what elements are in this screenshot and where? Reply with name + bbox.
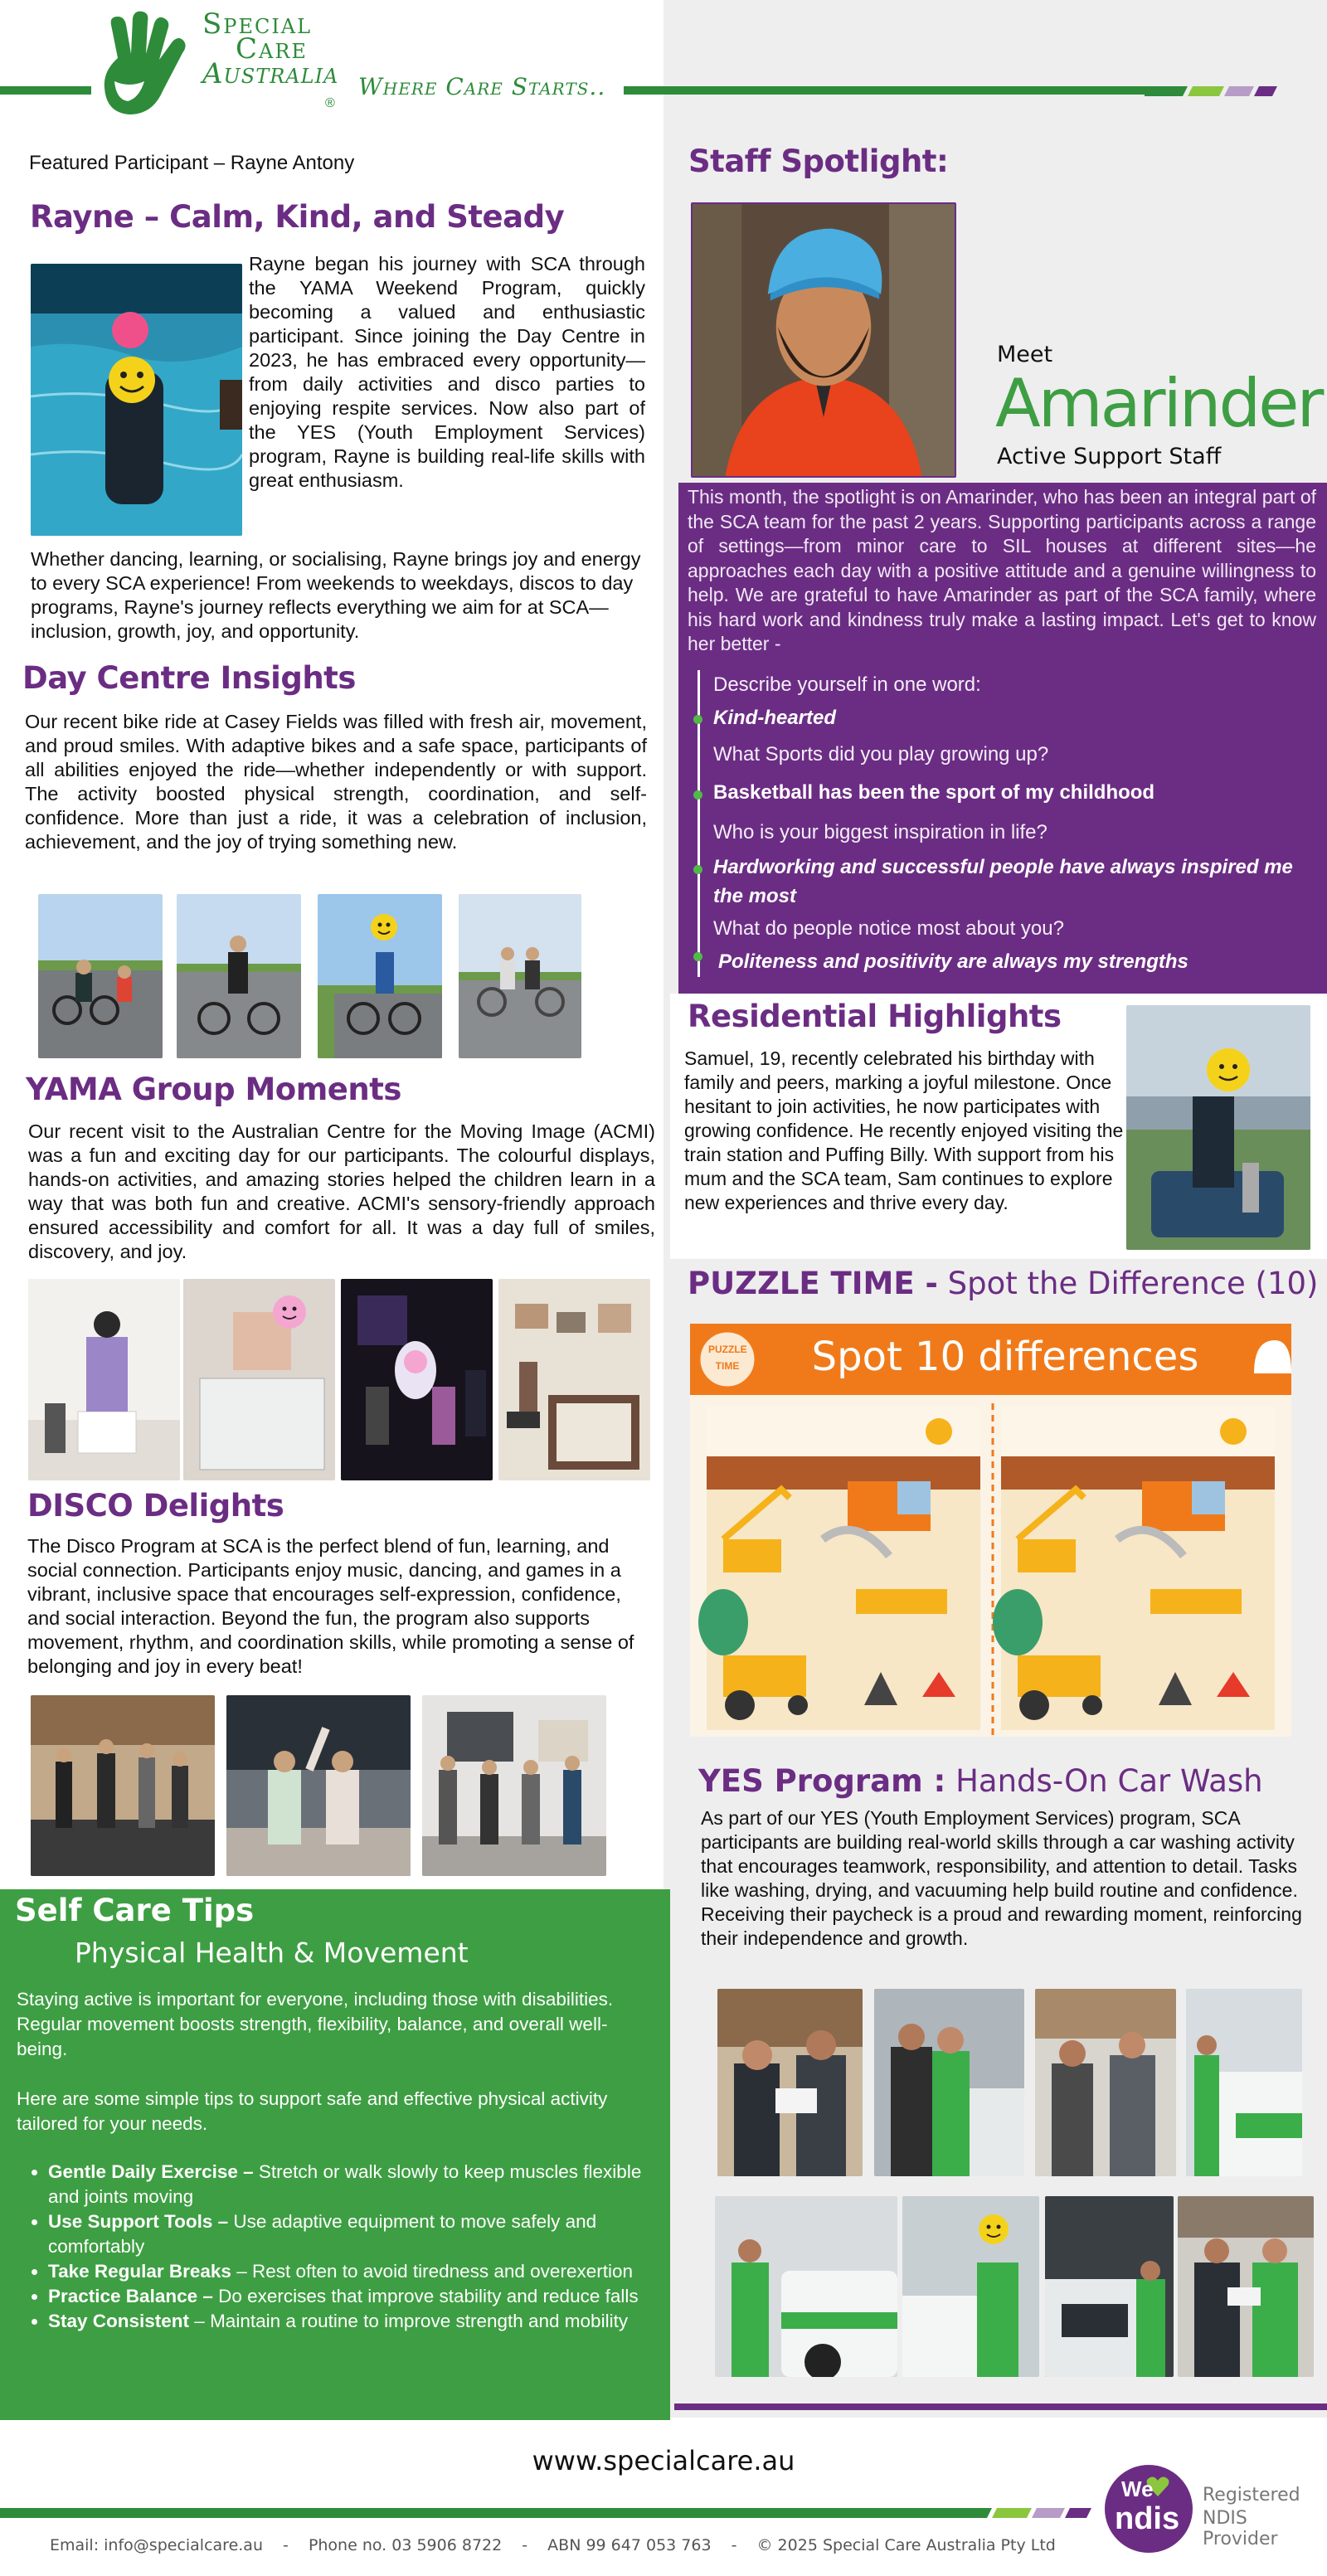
- featured-title: Rayne – Calm, Kind, and Steady: [30, 199, 565, 235]
- acmi-photo-4: [498, 1279, 650, 1480]
- spotlight-heading: Staff Spotlight:: [688, 143, 949, 179]
- qa-dot-1: [693, 715, 702, 724]
- footer-stripes: [945, 2505, 1111, 2521]
- day-centre-text: Our recent bike ride at Casey Fields was filled with fresh air, movement, and proud smiles. With adaptive bikes and a safe space, participants of all abilities enjoyed the ride—whether independently or with support. The activity boosted physical strength, coordination, and self-confidence. More than just a ride, it was a celebration of inclusion, achievement, and the joy of trying something new.: [25, 711, 647, 853]
- disco-photo-2: [226, 1695, 411, 1876]
- tip-item: • Use Support Tools – Use adaptive equipment to move safely and comfortably: [48, 2209, 647, 2259]
- qa-answer-2: Basketball has been the sport of my childhood: [713, 781, 1155, 804]
- residential-title: Residential Highlights: [688, 999, 1062, 1034]
- yes-photo-5: [715, 2196, 897, 2377]
- yes-photo-7: [1045, 2196, 1174, 2377]
- puzzle-banner-text: Spot 10 differences: [811, 1334, 1199, 1380]
- qa-question-3: Who is your biggest inspiration in life?: [713, 821, 1048, 843]
- day-centre-title: Day Centre Insights: [22, 660, 356, 696]
- footer-phone[interactable]: Phone no. 03 5906 8722: [308, 2536, 503, 2554]
- tip-item: • Stay Consistent – Maintain a routine to improve strength and mobility: [48, 2309, 647, 2334]
- yes-title: [698, 1763, 1263, 1799]
- featured-para2: Whether dancing, learning, or socialising, Rayne brings joy and energy to every SCA experience! From weekends to weekdays, discos to day programs, Rayne's journey reflects everything we aim for at SCA—inclusion, growth, joy, and opportunity.: [31, 548, 641, 642]
- logo-line3: Australia: [202, 57, 339, 90]
- logo-text: [202, 7, 352, 90]
- disco-text: The Disco Program at SCA is the perfect blend of fun, learning, and social connection. Participants enjoy music, dancing, and games in a vibrant, inclusive space that encourages self-expression, confidence, and social interaction. Beyond the fun, the program also supports movement, rhythm, and coordination skills, while promoting a sense of belonging and joy in every beat!: [27, 1535, 634, 1677]
- footer-sep-1: -: [283, 2536, 289, 2554]
- bike-photo-2: [177, 894, 301, 1058]
- yes-photo-1: [717, 1989, 863, 2176]
- featured-label: Featured Participant – Rayne Antony: [29, 152, 355, 174]
- rayne-photo: [31, 264, 242, 536]
- disco-photo-1: [31, 1695, 215, 1876]
- hand-logo-icon: [93, 8, 197, 124]
- yama-title: YAMA Group Moments: [26, 1072, 401, 1107]
- registered-line2: NDIS Provider: [1203, 2508, 1278, 2549]
- ndis-we: We: [1121, 2476, 1154, 2501]
- spotlight-intro: This month, the spotlight is on Amarinder, who has been an integral part of the SCA team for the past 2 years. Supporting participants across a range of settings—from minor care to SIL houses at different sites—he approaches each day with a positive attitude and a genuine willingness to help. We are grateful to have Amarinder as part of the SCA family, where his hard work and kindness truly make a lasting impact. Let's get to know her better -: [688, 486, 1316, 654]
- self-care-box: [0, 1889, 670, 2420]
- yes-photo-6: [902, 2196, 1039, 2377]
- yes-photo-8: [1178, 2196, 1314, 2377]
- logo-line2: Care: [236, 32, 308, 66]
- qa-answer-3: Hardworking and successful people have always inspired me the most: [713, 856, 1293, 907]
- disco-title: DISCO Delights: [27, 1488, 284, 1524]
- footer-sep-2: -: [522, 2536, 528, 2554]
- footer-email[interactable]: Email: info@specialcare.au: [50, 2536, 263, 2554]
- qa-dot-4: [693, 952, 702, 961]
- footer-green-line: [0, 2508, 954, 2518]
- yes-photo-3: [1035, 1989, 1176, 2176]
- residential-text: Samuel, 19, recently celebrated his birthday with family and peers, marking a joyful milestone. Once hesitant to join activities, he now participates with growing confidence. He recently enjoyed visiting the train station and Puffing Billy. With support from his mum and the SCA team, Sam continues to explore new experiences and thrive every day.: [684, 1047, 1124, 1213]
- registered-mark: ®: [325, 96, 335, 110]
- disco-photo-3: [422, 1695, 606, 1876]
- header-stripes: [1145, 83, 1286, 100]
- bike-photo-3: [318, 894, 442, 1058]
- qa-answer-4: Politeness and positivity are always my strengths: [718, 950, 1188, 973]
- yes-text: As part of our YES (Youth Employment Services) program, SCA participants are building real-world skills through a car washing activity that encourages teamwork, responsibility, and attention to detail. Tasks like washing, drying, and vacuuming help build routine and confidence. Receiving their paycheck is a proud and rewarding moment, reinforcing their independence and growth.: [701, 1807, 1302, 1949]
- acmi-photo-2: [183, 1279, 335, 1480]
- qa-question-4: What do people notice most about you?: [713, 917, 1064, 940]
- puzzle-badge-line1: PUZZLE: [708, 1344, 747, 1355]
- tip-item: • Gentle Daily Exercise – Stretch or walk slowly to keep muscles flexible and joints moving: [48, 2160, 647, 2209]
- puzzle-badge-line2: TIME: [715, 1360, 740, 1372]
- qa-dot-3: [693, 865, 702, 874]
- qa-answer-1: Kind-hearted: [713, 707, 837, 729]
- logo-line1: Special: [202, 7, 313, 41]
- puzzle-image: [690, 1324, 1291, 1737]
- yes-photo-4: [1186, 1989, 1302, 2176]
- puzzle-title: [688, 1266, 1318, 1301]
- featured-para1: Rayne began his journey with SCA through the YAMA Weekend Program, quickly becoming a valued and enthusiastic participant. Since joining the Day Centre in 2023, he has embraced every opportunity—from daily activities and disco parties to enjoying respite services. Now also part of the YES (Youth Employment Services) program, Rayne is building real-life skills with great enthusiasm.: [249, 253, 645, 491]
- self-care-intro1: Staying active is important for everyone, including those with disabilities. Regular movement boosts strength, flexibility, balance, and overall well-being.: [17, 1989, 614, 2059]
- tip-item: • Take Regular Breaks – Rest often to avoid tiredness and overexertion: [48, 2259, 647, 2284]
- right-purple-divider: [674, 2403, 1327, 2410]
- acmi-photo-1: [28, 1279, 180, 1480]
- qa-question-1: Describe yourself in one word:: [713, 673, 981, 696]
- yes-photo-2: [874, 1989, 1024, 2176]
- self-care-title: Self Care Tips: [15, 1893, 255, 1928]
- puzzle-panel-left: [698, 1407, 980, 1730]
- bike-photo-1: [38, 894, 163, 1058]
- ndis-word: ndis: [1115, 2501, 1180, 2536]
- puzzle-title-bold: PUZZLE TIME -: [688, 1266, 938, 1301]
- registered-line1: Registered: [1203, 2485, 1300, 2506]
- bike-photo-4: [459, 894, 581, 1058]
- self-care-subtitle: Physical Health & Movement: [75, 1937, 469, 1969]
- yama-text: Our recent visit to the Australian Centre for the Moving Image (ACMI) was a fun and exciting day for our participants. The colourful displays, hands-on activities, and amazing stories helped the children learn in a way that was both fun and creative. ACMI's sensory-friendly approach ensured accessibility and comfort for all. It was a day full of smiles, discovery, and joy.: [28, 1120, 655, 1262]
- meet-label: Meet: [997, 342, 1053, 367]
- footer-copyright: © 2025 Special Care Australia Pty Ltd: [756, 2536, 1056, 2554]
- samuel-photo: [1126, 1005, 1310, 1250]
- footer-website[interactable]: www.specialcare.au: [532, 2445, 795, 2476]
- tagline: Where Care Starts..: [358, 73, 606, 100]
- self-care-intro2: Here are some simple tips to support safe and effective physical activity tailored for your needs.: [17, 2088, 608, 2134]
- yes-title-bold: YES Program :: [698, 1763, 946, 1799]
- header-green-line-left: [0, 86, 91, 95]
- footer-abn: ABN 99 647 053 763: [547, 2536, 712, 2554]
- role-label: Active Support Staff: [997, 444, 1222, 469]
- header-green-line-right: [624, 86, 1154, 95]
- ndis-logo: [1105, 2465, 1193, 2553]
- qa-dot-2: [693, 790, 702, 800]
- footer-contact: [50, 2536, 1056, 2554]
- tip-item: • Practice Balance – Do exercises that improve stability and reduce falls: [48, 2284, 647, 2309]
- qa-question-2: What Sports did you play growing up?: [713, 743, 1049, 766]
- amarinder-name: Amarinder: [995, 365, 1322, 442]
- yes-title-rest: Hands-On Car Wash: [945, 1763, 1263, 1799]
- acmi-photo-3: [341, 1279, 493, 1480]
- amarinder-photo: [691, 202, 956, 478]
- footer-sep-3: -: [731, 2536, 737, 2554]
- puzzle-title-rest: Spot the Difference (10): [937, 1266, 1319, 1301]
- self-care-tips: [17, 2160, 647, 2334]
- header: [0, 0, 1327, 124]
- puzzle-panel-right: [993, 1407, 1275, 1730]
